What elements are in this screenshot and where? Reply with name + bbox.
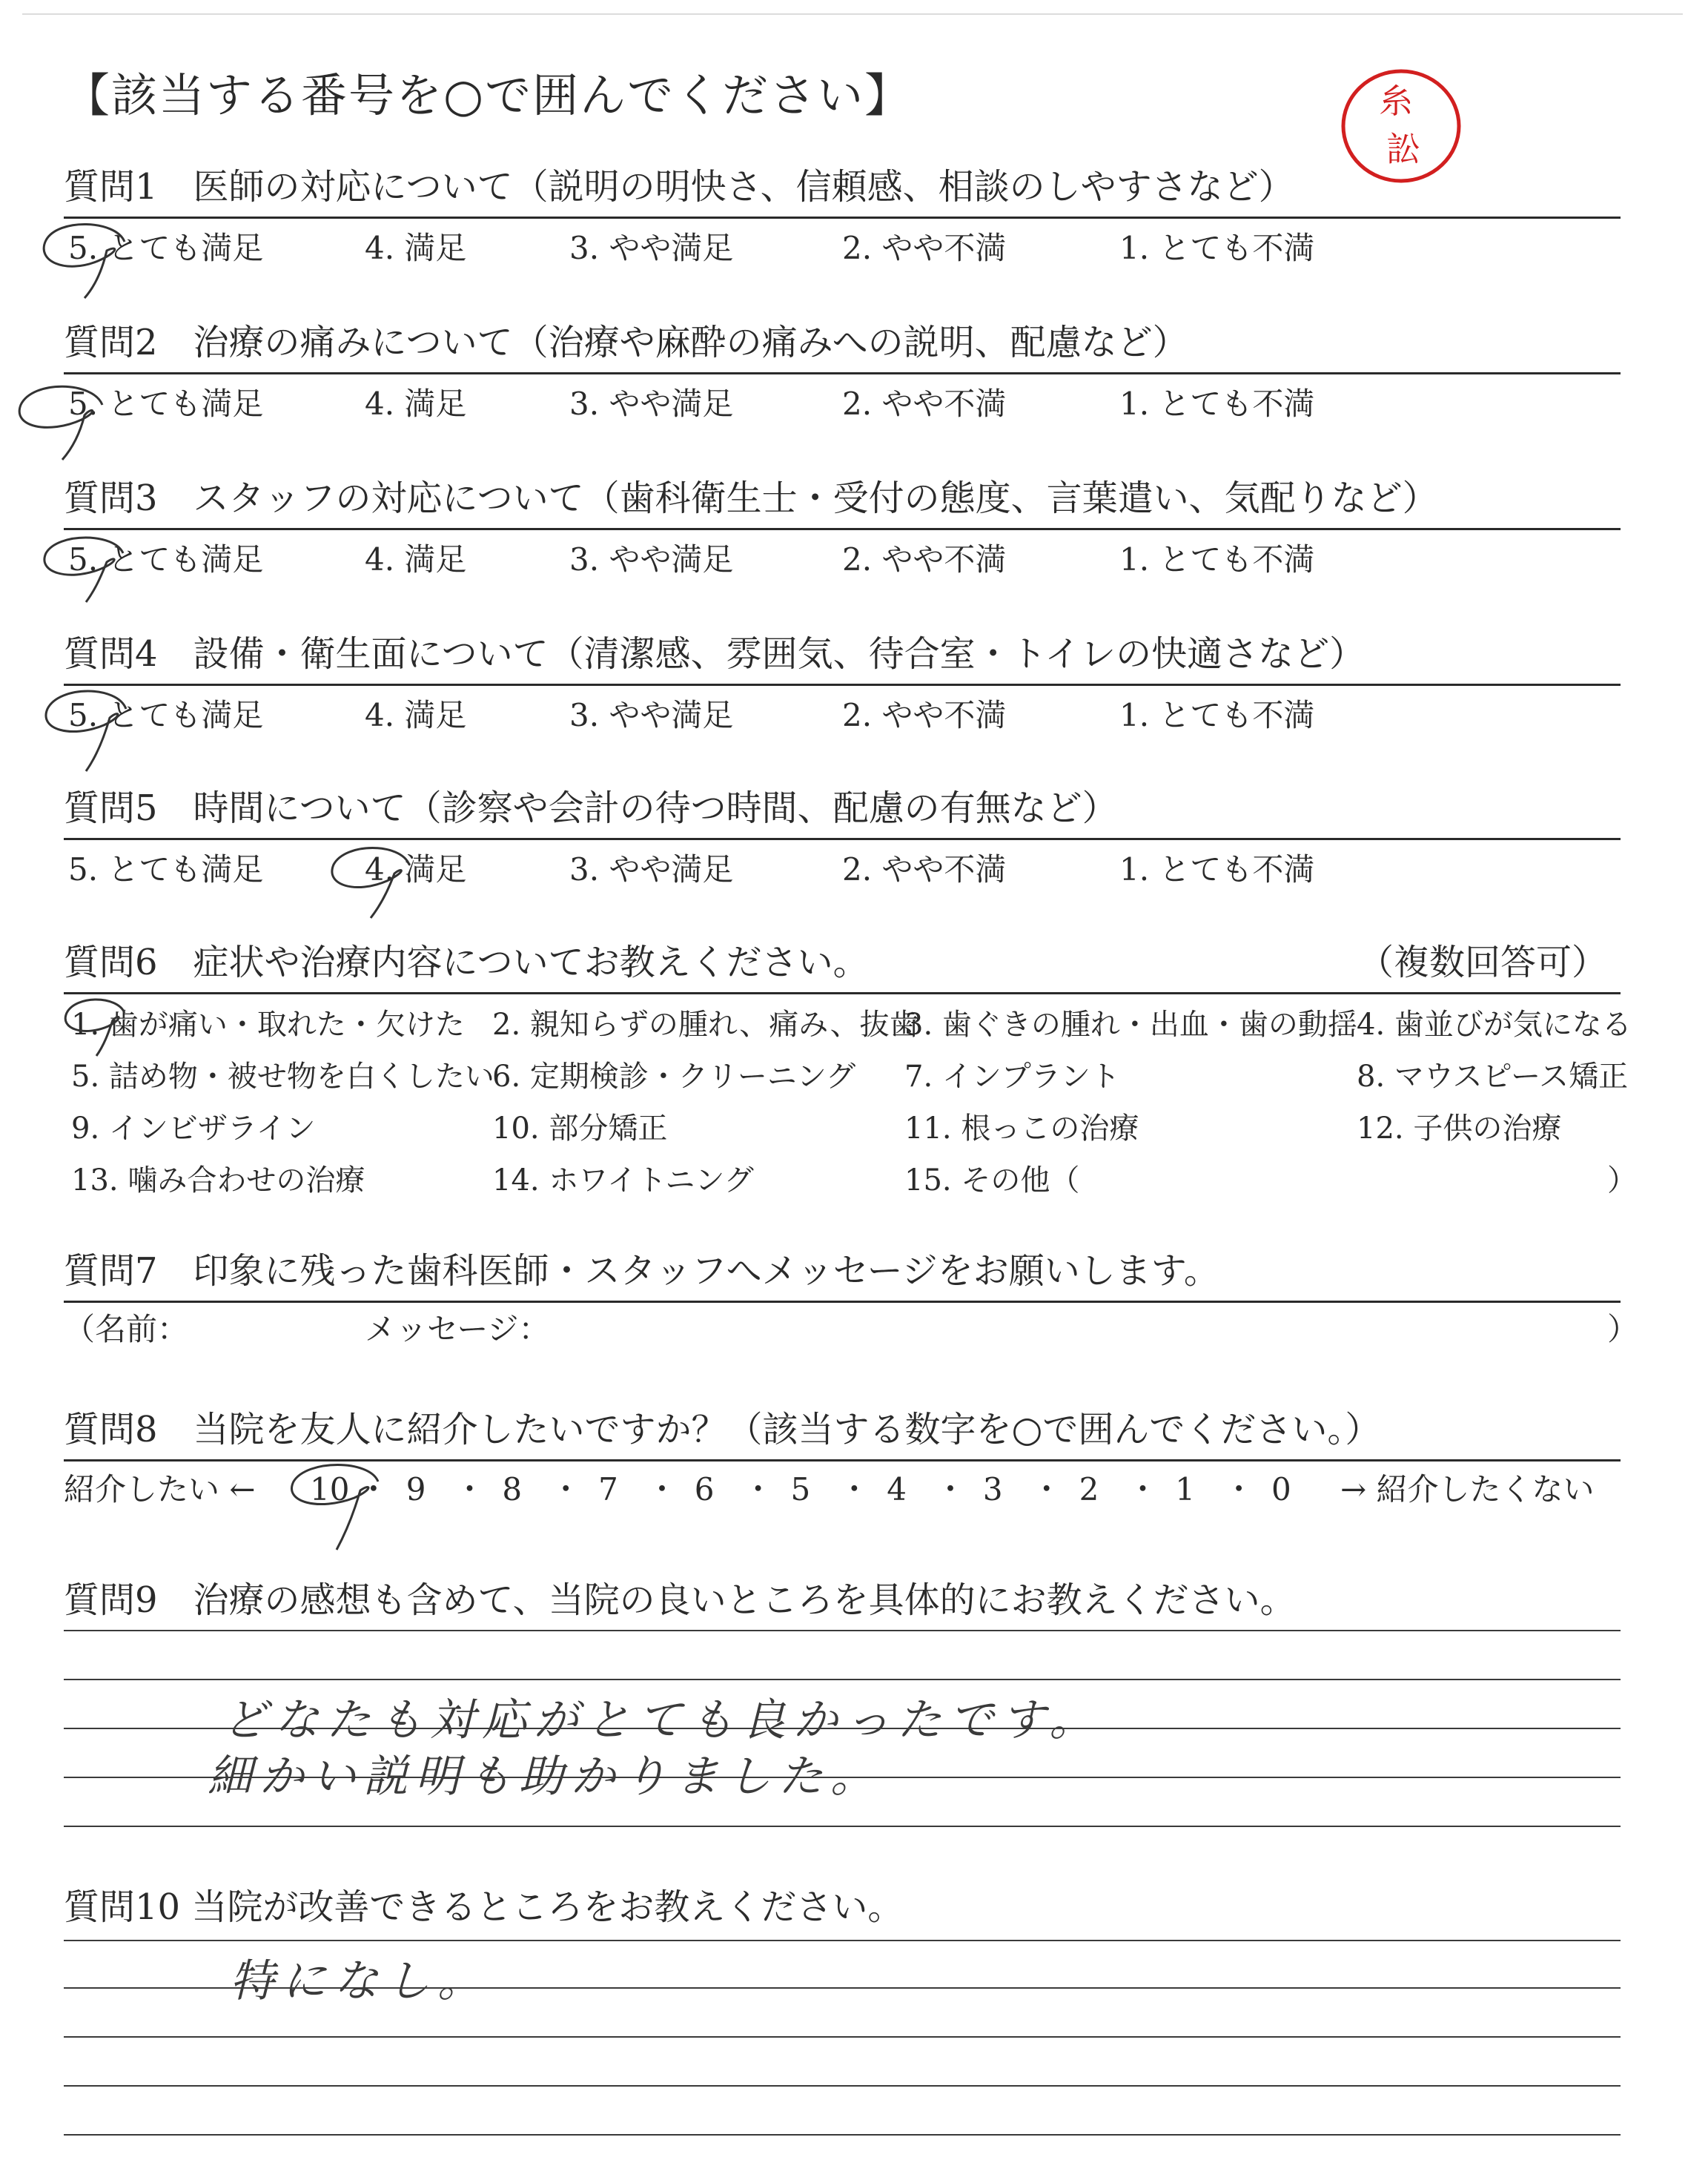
q1-option-4[interactable]: 4. 満足 bbox=[365, 230, 467, 266]
q2-selection-circle bbox=[10, 375, 114, 464]
q5-option-3[interactable]: 3. やや満足 bbox=[569, 851, 734, 888]
q9-line-2 bbox=[64, 1679, 1621, 1680]
q2-rule bbox=[64, 372, 1621, 374]
q6-option-11[interactable]: 11. 根っこの治療 bbox=[904, 1112, 1139, 1146]
q3-option-3[interactable]: 3. やや満足 bbox=[569, 541, 734, 578]
q10-line-4 bbox=[64, 2085, 1621, 2087]
q6-option-15[interactable]: 15. その他（ bbox=[904, 1163, 1080, 1198]
q5-rule bbox=[64, 838, 1621, 840]
q8-scale-dot: ・ bbox=[646, 1471, 678, 1507]
q4-option-1[interactable]: 1. とても不満 bbox=[1119, 697, 1315, 733]
q10-line-5 bbox=[64, 2134, 1621, 2136]
q10-line-1 bbox=[64, 1940, 1621, 1941]
q4-option-3[interactable]: 3. やや満足 bbox=[569, 697, 734, 733]
q6-note: （複数回答可） bbox=[1358, 942, 1608, 983]
q4-option-2[interactable]: 2. やや不満 bbox=[842, 697, 1007, 733]
q8-scale-value-1[interactable]: 1 bbox=[1175, 1471, 1196, 1507]
q8-scale-value-5[interactable]: 5 bbox=[790, 1471, 811, 1507]
q1-selection-circle bbox=[36, 215, 132, 304]
q1-option-2[interactable]: 2. やや不満 bbox=[842, 230, 1007, 266]
q8-scale-dot: ・ bbox=[742, 1471, 774, 1507]
q10-answer: 特になし。 bbox=[230, 1955, 489, 2007]
q8-scale-value-6[interactable]: 6 bbox=[694, 1471, 715, 1507]
q9-line-1 bbox=[64, 1630, 1621, 1631]
top-border bbox=[22, 13, 1683, 15]
q1-option-1[interactable]: 1. とても不満 bbox=[1119, 230, 1315, 266]
q6-option-13[interactable]: 13. 噛み合わせの治療 bbox=[71, 1163, 365, 1198]
q5-selection-circle bbox=[323, 838, 420, 927]
q8-scale-value-2[interactable]: 2 bbox=[1079, 1471, 1099, 1507]
q3-option-2[interactable]: 2. やや不満 bbox=[842, 541, 1007, 578]
q6-option-10[interactable]: 10. 部分矯正 bbox=[492, 1112, 668, 1146]
q3-rule bbox=[64, 528, 1621, 530]
q6-option-3[interactable]: 3. 歯ぐきの腫れ・出血・歯の動揺 bbox=[904, 1008, 1357, 1042]
q8-scale-value-10[interactable]: 10 bbox=[310, 1471, 350, 1507]
q2-option-2[interactable]: 2. やや不満 bbox=[842, 386, 1007, 422]
q4-option-4[interactable]: 4. 満足 bbox=[365, 697, 467, 733]
q6-option-2[interactable]: 2. 親知らずの腫れ、痛み、抜歯 bbox=[492, 1008, 919, 1042]
q6-option-1[interactable]: 1. 歯が痛い・取れた・欠けた bbox=[71, 1008, 465, 1042]
q8-title: 質問8 当院を友人に紹介したいですか？（該当する数字を○で囲んでください。） bbox=[64, 1409, 1381, 1450]
q8-scale-dot: ・ bbox=[838, 1471, 870, 1507]
stamp-char-2: 訟 bbox=[1386, 129, 1420, 169]
q8-scale-value-4[interactable]: 4 bbox=[887, 1471, 907, 1507]
q7-name-label: （名前： bbox=[64, 1311, 189, 1347]
q6-option-14[interactable]: 14. ホワイトニング bbox=[492, 1163, 754, 1198]
q8-scale-dot: ・ bbox=[1127, 1471, 1159, 1507]
q2-option-1[interactable]: 1. とても不満 bbox=[1119, 386, 1315, 422]
q6-selection-circle bbox=[58, 991, 132, 1065]
q8-selection-circle bbox=[277, 1455, 388, 1559]
q1-rule bbox=[64, 217, 1621, 219]
q5-option-5[interactable]: 5. とても満足 bbox=[68, 851, 264, 888]
q7-rule bbox=[64, 1301, 1621, 1303]
q6-option-6[interactable]: 6. 定期検診・クリーニング bbox=[492, 1060, 856, 1094]
q4-option-5[interactable]: 5. とても満足 bbox=[68, 697, 264, 733]
stamp-char-1: 糸 bbox=[1379, 81, 1413, 121]
q1-title: 質問1 医師の対応について（説明の明快さ、信頼感、相談のしやすさなど） bbox=[64, 166, 1294, 208]
q8-right-label: → 紹介したくない bbox=[1340, 1471, 1595, 1507]
q3-option-1[interactable]: 1. とても不満 bbox=[1119, 541, 1315, 578]
q2-title: 質問2 治療の痛みについて（治療や麻酔の痛みへの説明、配慮など） bbox=[64, 322, 1188, 363]
q9-answer-line-2: 細かい説明も助かりました。 bbox=[208, 1751, 882, 1803]
q8-left-label: 紹介したい ← bbox=[64, 1471, 256, 1507]
q6-option-4[interactable]: 4. 歯並びが気になる bbox=[1357, 1008, 1632, 1042]
q5-option-1[interactable]: 1. とても不満 bbox=[1119, 851, 1315, 888]
form-title: 【該当する番号を○で囲んでください】 bbox=[64, 68, 913, 122]
q9-title: 質問9 治療の感想も含めて、当院の良いところを具体的にお教えください。 bbox=[64, 1579, 1296, 1621]
q8-scale-value-8[interactable]: 8 bbox=[502, 1471, 523, 1507]
q3-option-4[interactable]: 4. 満足 bbox=[365, 541, 467, 578]
q5-title: 質問5 時間について（診察や会計の待つ時間、配慮の有無など） bbox=[64, 787, 1118, 829]
q7-close-paren: ） bbox=[1607, 1311, 1639, 1347]
q6-title: 質問6 症状や治療内容についてお教えください。 bbox=[64, 942, 869, 983]
q8-scale-dot: ・ bbox=[550, 1471, 582, 1507]
q4-title: 質問4 設備・衛生面について（清潔感、雰囲気、待合室・トイレの快適さなど） bbox=[64, 633, 1366, 675]
q6-option-9[interactable]: 9. インビザライン bbox=[71, 1112, 316, 1146]
q8-scale-dot: ・ bbox=[1223, 1471, 1255, 1507]
q8-scale-dot: ・ bbox=[935, 1471, 967, 1507]
q5-option-4[interactable]: 4. 満足 bbox=[365, 851, 467, 888]
q8-scale-dot: ・ bbox=[454, 1471, 486, 1507]
q6-option-12[interactable]: 12. 子供の治療 bbox=[1357, 1112, 1562, 1146]
q8-scale-dot: ・ bbox=[1030, 1471, 1062, 1507]
q4-rule bbox=[64, 684, 1621, 686]
q4-selection-circle bbox=[37, 681, 133, 777]
q6-option-8[interactable]: 8. マウスピース矯正 bbox=[1357, 1060, 1629, 1094]
q1-option-5[interactable]: 5. とても満足 bbox=[68, 230, 264, 266]
q2-option-5[interactable]: 5. とても満足 bbox=[68, 386, 264, 422]
q8-scale-value-0[interactable]: 0 bbox=[1271, 1471, 1291, 1507]
q9-answer-line-1: どなたも対応がとても良かったです。 bbox=[222, 1694, 1102, 1746]
q7-title: 質問7 印象に残った歯科医師・スタッフへメッセージをお願いします。 bbox=[64, 1250, 1219, 1292]
q3-selection-circle bbox=[36, 528, 132, 610]
q3-option-5[interactable]: 5. とても満足 bbox=[68, 541, 264, 578]
q2-option-4[interactable]: 4. 満足 bbox=[365, 386, 467, 422]
q9-line-5 bbox=[64, 1826, 1621, 1827]
q2-option-3[interactable]: 3. やや満足 bbox=[569, 386, 734, 422]
q8-scale-value-7[interactable]: 7 bbox=[598, 1471, 618, 1507]
q8-scale-dot: ・ bbox=[357, 1471, 389, 1507]
q7-message-label: メッセージ： bbox=[365, 1311, 550, 1347]
q6-option-5[interactable]: 5. 詰め物・被せ物を白くしたい bbox=[71, 1060, 494, 1094]
q6-option-7[interactable]: 7. インプラント bbox=[904, 1060, 1120, 1094]
q3-title: 質問3 スタッフの対応について（歯科衛生士・受付の態度、言葉遣い、気配りなど） bbox=[64, 478, 1438, 519]
q10-line-3 bbox=[64, 2036, 1621, 2038]
q6-rule bbox=[64, 992, 1621, 994]
q5-option-2[interactable]: 2. やや不満 bbox=[842, 851, 1007, 888]
q8-scale-value-9[interactable]: 9 bbox=[406, 1471, 426, 1507]
q6-option-15-close: ） bbox=[1607, 1163, 1637, 1198]
q10-title: 質問10 当院が改善できるところをお教えください。 bbox=[64, 1886, 904, 1928]
q8-scale-value-3[interactable]: 3 bbox=[982, 1471, 1003, 1507]
q1-option-3[interactable]: 3. やや満足 bbox=[569, 230, 734, 266]
